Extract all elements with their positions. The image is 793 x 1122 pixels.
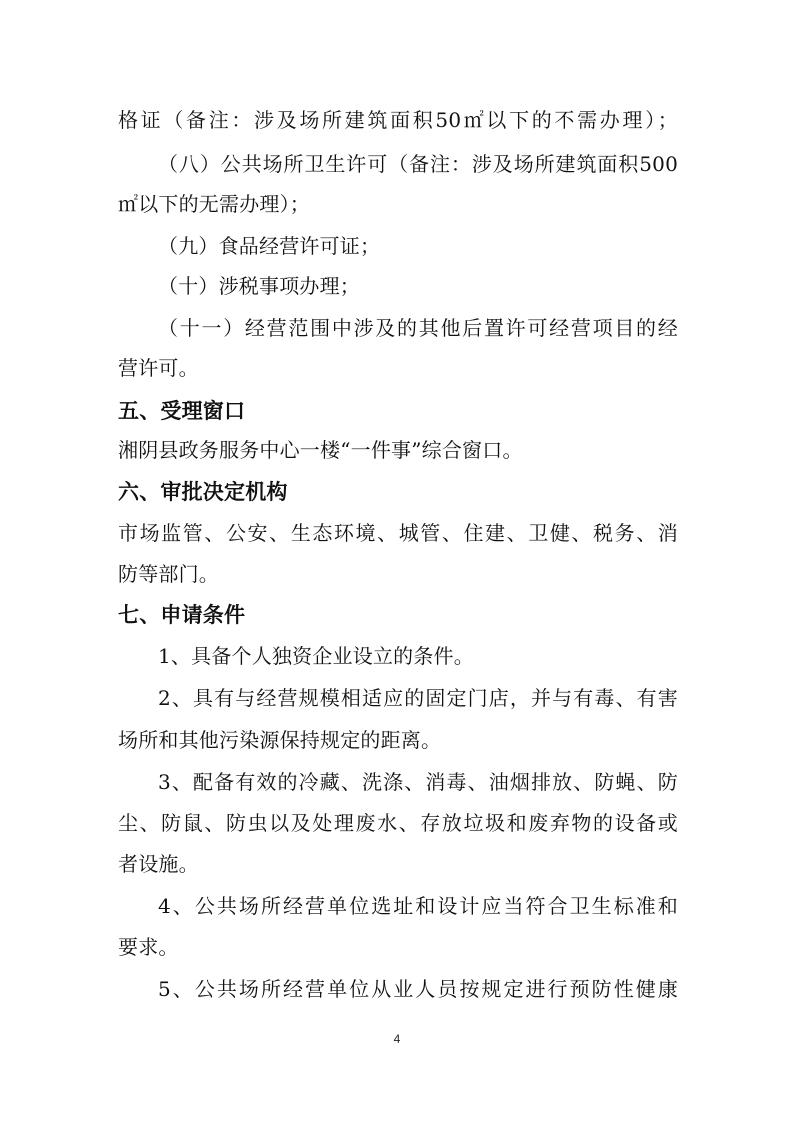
body-line: 2、具有与经营规模相适应的固定门店，并与有毒、有害 (158, 686, 678, 710)
body-line: 者设施。 (118, 852, 199, 876)
body-line: 1、具备个人独资企业设立的条件。 (158, 644, 474, 668)
body-line: 尘、防鼠、防虫以及处理废水、存放垃圾和废弃物的设备或 (118, 811, 678, 835)
body-line: 场所和其他污染源保持规定的距离。 (118, 728, 442, 752)
body-line: 要求。 (118, 935, 179, 959)
body-line: 4、公共场所经营单位选址和设计应当符合卫生标准和 (158, 894, 678, 918)
body-line: 3、配备有效的冷藏、洗涤、消毒、油烟排放、防蝇、防 (158, 770, 678, 794)
body-line: 防等部门。 (118, 562, 219, 586)
body-line: ㎡以下的无需办理）； (118, 192, 310, 216)
body-line: （九）食品经营许可证； (158, 234, 381, 258)
section-heading: 六、审批决定机构 (118, 480, 288, 504)
body-line: 营许可。 (118, 356, 199, 380)
page-number: 4 (393, 1032, 401, 1046)
section-heading: 五、受理窗口 (118, 399, 246, 423)
body-line: 5、公共场所经营单位从业人员按规定进行预防性健康 (158, 977, 678, 1001)
body-line: （十一）经营范围中涉及的其他后置许可经营项目的经 (158, 316, 678, 340)
body-line: （十）涉税事项办理； (158, 274, 360, 298)
section-heading: 七、申请条件 (118, 603, 246, 627)
body-line: 湘阴县政务服务中心一楼“一件事”综合窗口。 (118, 438, 523, 462)
body-line: （八）公共场所卫生许可（备注：涉及场所建筑面积500 (158, 152, 678, 176)
body-line: 格证（备注：涉及场所建筑面积50㎡以下的不需办理）； (118, 108, 678, 132)
body-line: 市场监管、公安、生态环境、城管、住建、卫健、税务、消 (118, 521, 678, 545)
